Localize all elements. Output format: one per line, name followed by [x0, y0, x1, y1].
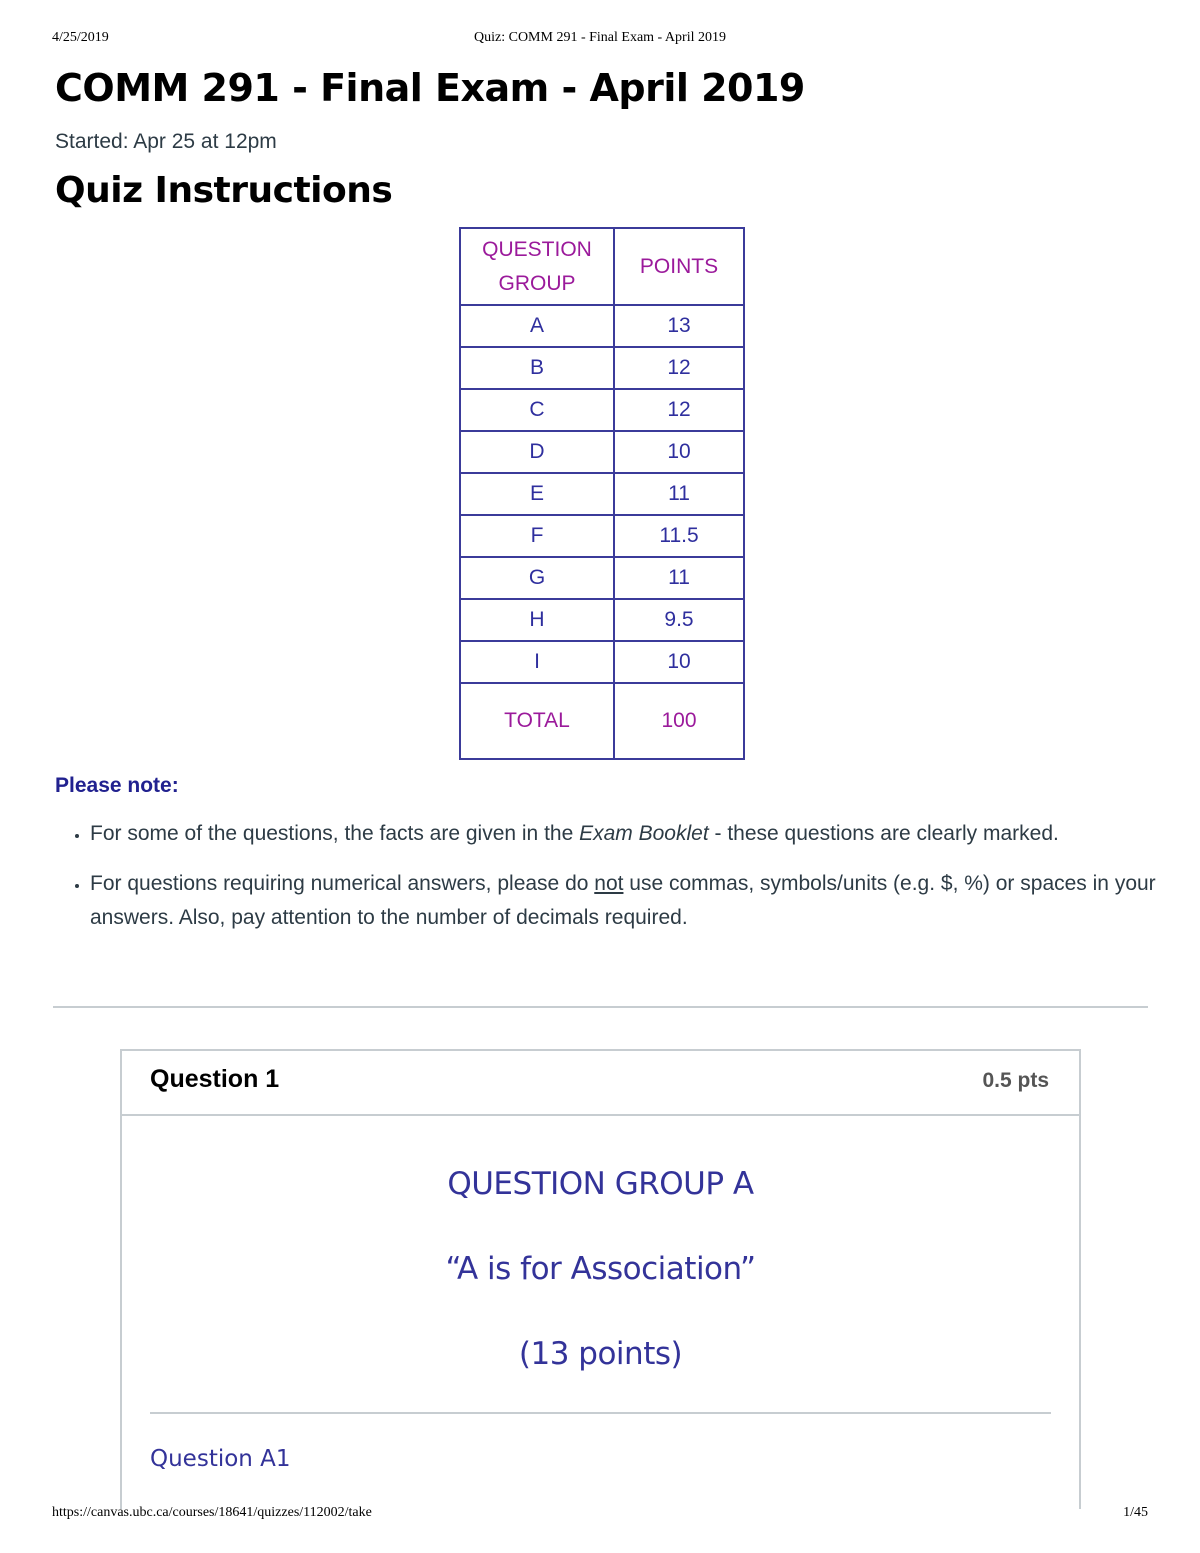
table-row [460, 347, 744, 389]
group-subtitle: “A is for Association” [445, 1251, 756, 1287]
group-cell: H [460, 599, 614, 641]
points-cell: 9.5 [614, 599, 744, 641]
group-points: (13 points) [518, 1336, 683, 1372]
sub-question-title: Question A1 [150, 1446, 291, 1472]
group-cell: I [460, 641, 614, 683]
note-item [90, 867, 1170, 935]
group-cell: A [460, 305, 614, 347]
notes-list [55, 817, 1170, 951]
question-name: Question 1 [150, 1065, 280, 1093]
question-header [122, 1051, 1079, 1116]
note-text: use commas, symbols/units (e.g. $, %) or spaces in your answers. Also, pay attention to the number of decimals required. [90, 872, 1156, 929]
points-cell: 12 [614, 347, 744, 389]
total-points: 100 [614, 683, 744, 759]
points-cell: 12 [614, 389, 744, 431]
table-row [460, 473, 744, 515]
points-table [459, 227, 745, 760]
print-header [52, 30, 1148, 50]
group-cell: D [460, 431, 614, 473]
table-total-row [460, 683, 744, 759]
table-row [460, 641, 744, 683]
points-cell: 13 [614, 305, 744, 347]
question-body [120, 1116, 1081, 1509]
notes-title: Please note: [55, 774, 179, 797]
quiz-main [55, 60, 1156, 929]
print-footer [52, 1505, 1148, 1525]
question-points: 0.5 pts [982, 1069, 1049, 1092]
table-row [460, 305, 744, 347]
points-cell: 11.5 [614, 515, 744, 557]
points-cell: 10 [614, 641, 744, 683]
note-text: - these questions are clearly marked. [708, 822, 1059, 845]
group-cell: G [460, 557, 614, 599]
group-cell: B [460, 347, 614, 389]
table-row [460, 557, 744, 599]
group-cell: C [460, 389, 614, 431]
print-page-title: Quiz: COMM 291 - Final Exam - April 2019 [474, 30, 726, 45]
table-row [460, 599, 744, 641]
total-label: TOTAL [460, 683, 614, 759]
table-row [460, 431, 744, 473]
quiz-title: COMM 291 - Final Exam - April 2019 [55, 66, 805, 110]
points-cell: 11 [614, 473, 744, 515]
instructions-heading: Quiz Instructions [55, 170, 393, 211]
table-header-row [460, 228, 744, 305]
started-timestamp: Started: Apr 25 at 12pm [55, 130, 277, 153]
header-group-line2: GROUP [498, 271, 576, 295]
note-emphasis: Exam Booklet [579, 822, 709, 845]
note-text: For some of the questions, the facts are given in the [90, 822, 580, 845]
note-item [90, 817, 1170, 851]
print-page-number: 1/45 [1123, 1505, 1148, 1520]
table-row [460, 515, 744, 557]
note-underline: not [594, 872, 624, 895]
print-date: 4/25/2019 [52, 30, 109, 45]
question-card [120, 1049, 1081, 1509]
inner-divider [150, 1412, 1051, 1414]
header-points: POINTS [614, 228, 744, 305]
header-question-group [460, 228, 614, 305]
note-text: For questions requiring numerical answers, please do [90, 872, 595, 895]
group-cell: E [460, 473, 614, 515]
print-url: https://canvas.ubc.ca/courses/18641/quizzes/112002/take [52, 1505, 372, 1520]
group-cell: F [460, 515, 614, 557]
group-title: QUESTION GROUP A [447, 1166, 754, 1202]
table-row [460, 389, 744, 431]
section-divider [53, 1006, 1148, 1008]
points-cell: 10 [614, 431, 744, 473]
points-cell: 11 [614, 557, 744, 599]
header-group-line1: QUESTION [482, 237, 592, 261]
